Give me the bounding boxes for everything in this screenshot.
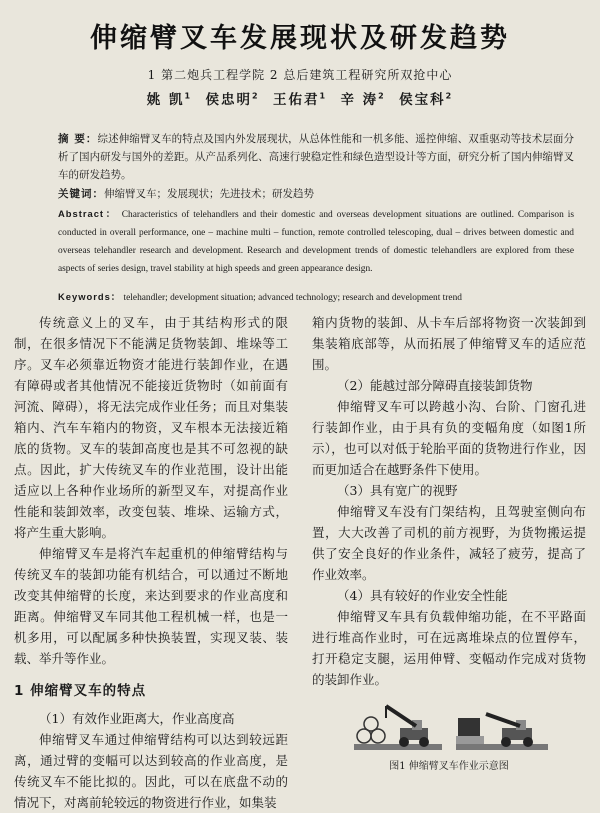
paragraph: 伸缩臂叉车通过伸缩臂结构可以达到较远距离，通过臂的变幅可以达到较高的作业高度，是传统叉车不能比拟的。因此，可以在底盘不动的情况下，对离前轮较远的物资进行作业，如集装: [14, 732, 288, 810]
item-title: （1）有效作业距离大，作业高度高: [39, 711, 235, 726]
author: 侯忠明$^2$: [205, 91, 260, 108]
item-title: （4）具有较好的作业安全性能: [337, 588, 508, 603]
figure-caption: 图1 伸缩臂叉车作业示意图: [389, 761, 509, 772]
abstract-en-text: Characteristics of telehandlers and their domestic and overseas development situations are outlined. Comparison is conducted in overall performance, one – machine multi – function, remote controlled telescoping, dual – drives between domestic and overseas telehandler research and development. Research and development trends of domestic telehandlers are explored from these aspects of series design, travel stability at high speeds and green appearance design.: [58, 210, 575, 274]
abstract-en: [58, 205, 574, 278]
item-title: （3）具有宽广的视野: [337, 483, 458, 498]
right-column: [312, 312, 586, 777]
figure-1: [312, 698, 586, 754]
section-heading: 1 伸缩臂叉车的特点: [14, 683, 147, 699]
paragraph: 传统意义上的叉车，由于其结构形式的限制，在很多情况下不能满足货物装卸、堆垛等工序。叉车必须靠近物资才能进行装卸作业，在遇有障碍或者其他情况不能接近货物时（如前面有河流、障碍），将无法完成作业任务；而且对集装箱内、汽车车箱内的物资，叉车根本无法接近箱底的货物。叉车的装卸高度也是其不可忽视的缺点。因此，扩大传统叉车的作业范围，设计出能适应以上各种作业场所的新型叉车，对提高作业性能和装卸效率，改变包装、堆垛、运输方式，将产生重大影响。: [14, 315, 288, 540]
keywords-cn: [58, 186, 574, 202]
affiliations: 1 第二炮兵工程学院 2 总后建筑工程研究所双抢中心: [147, 68, 453, 82]
keywords-en: [58, 290, 574, 305]
paragraph: 伸缩臂叉车没有门架结构，且驾驶室侧向布置，大大改善了司机的前方视野，为货物搬运提供了安全良好的作业条件，减轻了疲劳，提高了作业效率。: [312, 504, 586, 582]
keywords-en-text: telehandler; development situation; advanced technology; research and development trend: [123, 293, 462, 303]
page-title: 伸缩臂叉车发展现状及研发趋势: [90, 23, 510, 54]
paragraph: 伸缩臂叉车具有负载伸缩功能，在不平路面进行堆高作业时，可在远离堆垛点的位置停车，打开稳定支腿，运用伸臂、变幅动作完成对货物的装卸作业。: [312, 609, 586, 687]
telehandler-illustration-icon: [352, 698, 552, 754]
abstract-cn: [58, 130, 574, 184]
author: 姚 凯$^1$: [146, 91, 193, 108]
author-list: [0, 88, 600, 108]
author: 王佑君$^1$: [272, 91, 328, 108]
paragraph: 伸缩臂叉车可以跨越小沟、台阶、门窗孔进行装卸作业，由于具有负的变幅角度（如图1所示），也可以对低于轮胎平面的货物进行作业，因而更加适合在越野条件下使用。: [312, 399, 586, 477]
abstract-cn-text: 综述伸缩臂叉车的特点及国内外发展现状，从总体性能和一机多能、遥控伸缩、双重驱动等技术层面分析了国内研发与国外的差距。从产品系列化、高速行驶稳定性和绿色造型设计等方面，研究分析了国内伸缩臂叉车的研发趋势。: [58, 133, 575, 181]
abstract-en-label: Abstract：: [58, 208, 118, 219]
paragraph: 箱内货物的装卸、从卡车后部将物资一次装卸到集装箱底部等，从而拓展了伸缩臂叉车的适应范围。: [312, 315, 586, 372]
author: 辛 涛$^2$: [340, 91, 386, 108]
author: 侯宝科$^2$: [399, 91, 454, 108]
paragraph: 伸缩臂叉车是将汽车起重机的伸缩臂结构与传统叉车的装卸功能有机结合，可以通过不断地改变其伸缩臂的长度，来达到要求的作业高度和距离。伸缩臂叉车同其他工程机械一样，也是一机多用，可以配属多种快换装置，实现叉装、装载、举升等作业。: [14, 546, 288, 666]
left-column: [14, 312, 288, 813]
abstract-cn-label: 摘 要：: [58, 133, 98, 145]
keywords-cn-label: 关键词：: [58, 188, 104, 200]
keywords-cn-text: 伸缩臂叉车；发展现状；先进技术；研发趋势: [104, 188, 314, 200]
keywords-en-label: Keywords：: [58, 291, 122, 302]
item-title: （2）能越过部分障碍直接装卸货物: [337, 378, 533, 393]
